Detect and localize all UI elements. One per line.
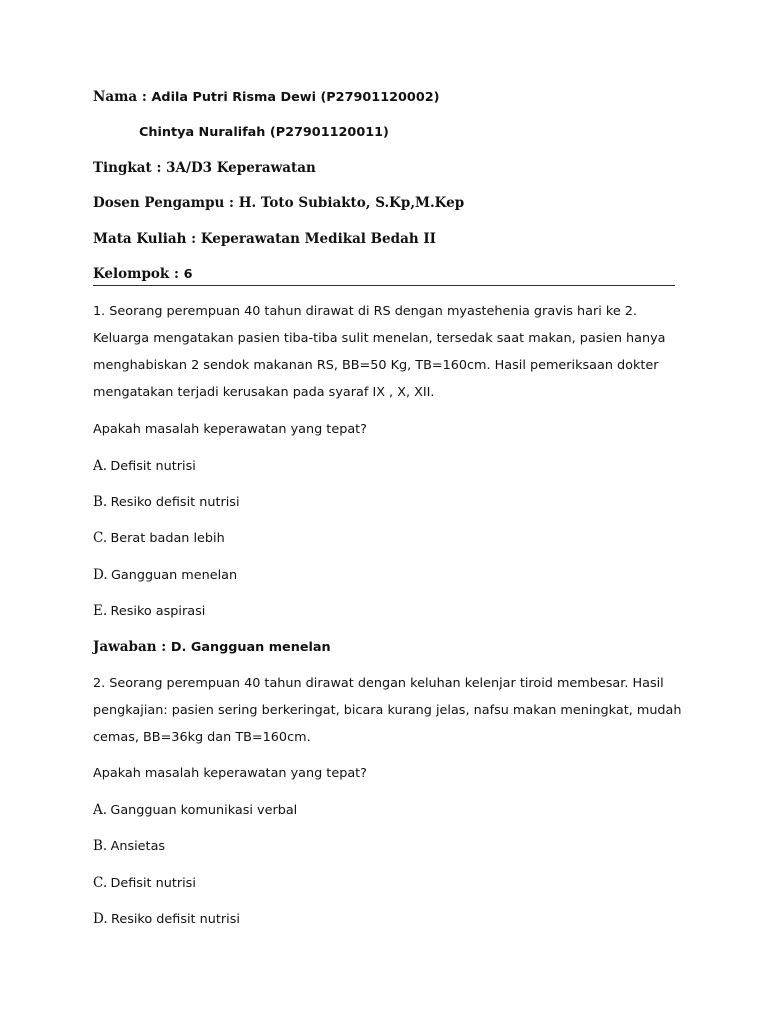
q2-option-c-text: Defisit nutrisi: [110, 876, 196, 891]
q1-line-4: mengatakan terjadi kerusakan pada syaraf IX , X, XII.: [93, 385, 435, 400]
dosen-line: Dosen Pengampu : H. Toto Subiakto, S.Kp,M.Kep: [93, 195, 465, 211]
matkul-line: Mata Kuliah : Keperawatan Medikal Bedah II: [93, 231, 436, 247]
q2-option-d: [93, 909, 240, 930]
nama-label: Nama :: [93, 89, 152, 105]
q2-option-b-text: Ansietas: [110, 839, 166, 854]
q2-line-2: pengkajian: pasien sering berkeringat, bicara kurang jelas, nafsu makan meningkat, mudah: [93, 703, 682, 718]
nama-line: [93, 87, 439, 108]
q2-option-a: [93, 800, 297, 821]
q1-answer-label: Jawaban :: [93, 639, 171, 655]
q2-line-3: cemas, BB=36kg dan TB=160cm.: [93, 730, 311, 745]
q1-option-a-text: Defisit nutrisi: [110, 459, 196, 474]
q2-option-b: [93, 836, 165, 857]
q2-option-d-letter: D.: [93, 911, 108, 927]
q1-line-2: Keluarga mengatakan pasien tiba-tiba sulit menelan, tersedak saat makan, pasien hanya: [93, 331, 666, 346]
tingkat-line: Tingkat : 3A/D3 Keperawatan: [93, 160, 316, 176]
q1-option-d-text: Gangguan menelan: [111, 568, 238, 583]
q2-option-a-text: Gangguan komunikasi verbal: [110, 803, 298, 818]
q1-option-a-letter: A.: [93, 458, 108, 474]
q1-option-c-text: Berat badan lebih: [110, 531, 225, 546]
q1-answer: [93, 637, 331, 658]
q2-option-a-letter: A.: [93, 802, 108, 818]
q1-option-b: [93, 492, 240, 513]
q2-option-b-letter: B.: [93, 838, 108, 854]
q1-option-e: [93, 601, 205, 622]
q1-option-e-letter: E.: [93, 603, 108, 619]
q1-line-1: 1. Seorang perempuan 40 tahun dirawat di RS dengan myastehenia gravis hari ke 2.: [93, 304, 637, 319]
q1-option-c: [93, 528, 225, 549]
q2-question: Apakah masalah keperawatan yang tepat?: [93, 766, 367, 781]
header-divider: [93, 285, 675, 286]
q1-option-b-letter: B.: [93, 494, 108, 510]
q1-question: Apakah masalah keperawatan yang tepat?: [93, 422, 367, 437]
q1-option-d: [93, 565, 237, 586]
q2-option-c: [93, 873, 196, 894]
q2-option-c-letter: C.: [93, 875, 108, 891]
q1-option-e-text: Resiko aspirasi: [110, 604, 206, 619]
nama-value: Adila Putri Risma Dewi (P27901120002): [151, 90, 440, 105]
q1-line-3: menghabiskan 2 sendok makanan RS, BB=50 Kg, TB=160cm. Hasil pemeriksaan dokter: [93, 358, 659, 373]
q1-answer-value: D. Gangguan menelan: [170, 640, 331, 655]
kelompok-line: [93, 264, 193, 285]
kelompok-value: 6: [183, 267, 193, 282]
q1-option-d-letter: D.: [93, 567, 108, 583]
nama-value-2: Chintya Nuralifah (P27901120011): [139, 125, 389, 140]
q2-line-1: 2. Seorang perempuan 40 tahun dirawat dengan keluhan kelenjar tiroid membesar. Hasil: [93, 676, 664, 691]
q2-option-d-text: Resiko defisit nutrisi: [111, 912, 240, 927]
q1-option-a: [93, 456, 196, 477]
q1-option-b-text: Resiko defisit nutrisi: [110, 495, 240, 510]
kelompok-label: Kelompok :: [93, 266, 184, 282]
q1-option-c-letter: C.: [93, 530, 108, 546]
